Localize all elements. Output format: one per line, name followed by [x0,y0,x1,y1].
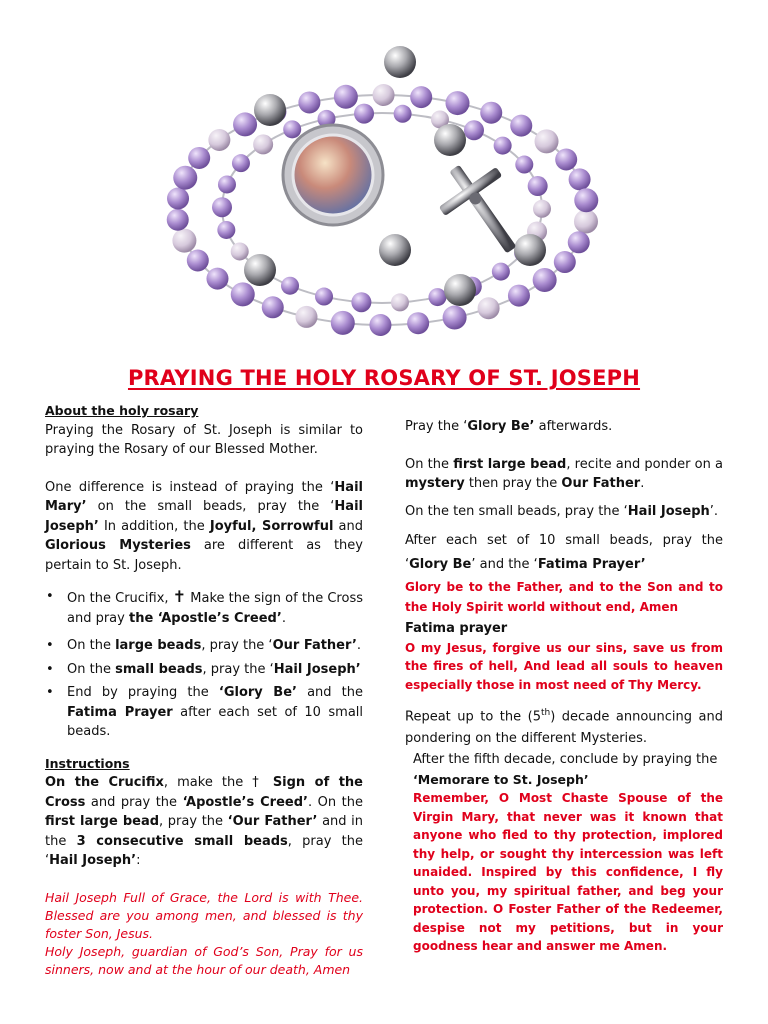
bead [535,129,559,153]
glory-be-afterwards: Pray the ‘Glory Be’ afterwards. [405,419,613,434]
instructions-heading: Instructions [45,755,130,771]
bead [188,147,210,169]
bead [574,209,598,233]
after-fifth-decade-text: After the fifth decade, conclude by praying the [413,752,718,768]
fatima-heading: Fatima prayer [405,621,508,636]
bead [167,188,189,210]
bead [232,154,250,172]
bead [410,86,432,108]
right-column [405,417,723,956]
bead [231,242,249,260]
bead [373,84,395,106]
bead [218,175,236,193]
bead [443,306,467,330]
bead [262,296,284,318]
fatima-prayer: O my Jesus, forgive us our sins, save us from the fires of hell, And lead all souls to heaven especially those in most need of Thy Mercy. [405,640,723,692]
bead [208,129,230,151]
rosary-image [150,40,618,360]
hail-joseph-prayer: Hail Joseph Full of Grace, the Lord is with Thee. Blessed are you among men, and blessed is thy foster Son, Jesus. [45,889,363,941]
silver-bead [514,234,546,266]
bullet-list [45,587,363,742]
bead [574,188,598,212]
bead [533,268,557,292]
holy-joseph-prayer: Holy Joseph, guardian of God’s Son, Pray for us sinners, now and at the hour of our death, Amen [45,943,363,977]
bead [554,251,576,273]
bead [233,112,257,136]
bead [515,156,533,174]
about-heading: About the holy rosary [45,403,199,418]
bead [569,168,591,190]
rosary-beads [167,46,599,336]
bead [528,176,548,196]
bead [354,104,374,124]
list-item: • On the small beads, pray the ‘Hail Joseph’ [46,661,361,677]
repeat-decade-text: Repeat up to the (5th) decade announcing and pondering on the different Mysteries. [405,708,723,747]
bead [568,231,590,253]
silver-bead [254,94,286,126]
bead [446,91,470,115]
cross-icon: ✝ [172,587,187,606]
first-large-bead-text: On the first large bead, recite and ponder on a mystery then pray the Our Father. [405,456,724,491]
bead [172,229,196,253]
bead [167,209,189,231]
silver-bead [379,234,411,266]
difference-paragraph: One difference is instead of praying the ‘Hail Mary’ on the small beads, pray the ‘Hail Joseph’ In addition, the Joyful, Sorrowful and Glorious Mysteries are different as they pertain to St. Joseph. [45,479,363,573]
bead [555,149,577,171]
bead [206,268,228,290]
bead [394,105,412,123]
bead [283,120,301,138]
silver-bead [434,124,466,156]
bead [494,137,512,155]
instructions-paragraph: On the Crucifix, make the † Sign of the Cross and pray the ‘Apostle’s Creed’. On the first large bead, pray the ‘Our Father’ and in the 3 consecutive small beads, pray the ‘Hail Joseph’: [45,775,364,868]
list-item: • On the Crucifix, ✝ Make the sign of the Cross and pray the ‘Apostle’s Creed’. [46,587,363,626]
bead [217,221,235,239]
bead [331,311,355,335]
bead [428,288,446,306]
bead [173,166,197,190]
after-each-set-text: After each set of 10 small beads, pray the ‘Glory Be’ and the ‘Fatima Prayer’ [405,533,723,572]
bead [508,285,530,307]
page-title: PRAYING THE HOLY ROSARY OF ST. JOSEPH [127,366,641,390]
glory-be-prayer: Glory be to the Father, and to the Son and to the Holy Spirit world without end, Amen [405,580,723,614]
bead [492,263,510,281]
silver-bead [384,46,416,78]
bead [533,200,551,218]
bead [281,277,299,295]
bead [231,282,255,306]
list-item: • On the large beads, pray the ‘Our Father’. [46,638,362,653]
silver-bead [244,254,276,286]
silver-bead [444,274,476,306]
left-column [45,401,363,979]
bead [510,115,532,137]
bead [187,249,209,271]
bead [298,91,320,113]
bead [334,85,358,109]
bead [295,306,317,328]
bead [407,312,429,334]
bead [212,197,232,217]
bead [351,292,371,312]
medal [283,125,383,225]
list-item: • End by praying the ‘Glory Be’ and the Fatima Prayer after each set of 10 small beads. [46,685,364,739]
memorare-title: ‘Memorare to St. Joseph’ [413,771,589,787]
about-paragraph: Praying the Rosary of St. Joseph is similar to praying the Rosary of our Blessed Mother. [45,422,363,457]
bead [478,297,500,319]
bead [315,288,333,306]
memorare-prayer: Remember, O Most Chaste Spouse of the Virgin Mary, that never was it known that anyone who fled to thy protection, implored thy help, or sought thy intercession was left unaided. Inspired by this confidence, I fly unto you, my spiritual father, and beg your protection. O Foster Father of the Redeemer, despise not my petitions, but in your goodness hear and answer me Amen. [413,791,723,954]
ten-small-beads-text: On the ten small beads, pray the ‘Hail Joseph’. [405,503,719,519]
bead [369,314,391,336]
bead [391,293,409,311]
bead [480,102,502,124]
bead [464,120,484,140]
bead [253,134,273,154]
